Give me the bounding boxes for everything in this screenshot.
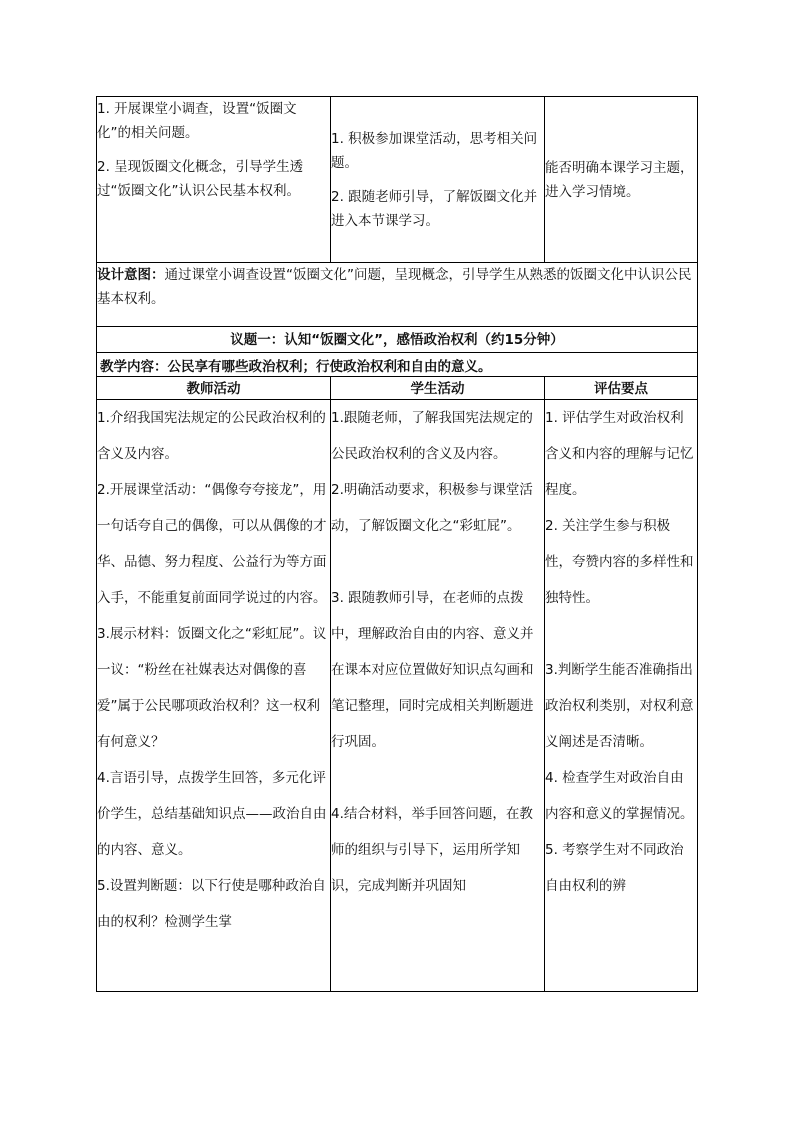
eval-point-item: 4. 检查学生对政治自由内容和意义的掌握情况。 (545, 770, 694, 822)
student-activity-item: 3. 跟随教师引导，在老师的点拨中，理解政治自由的内容、意义并在课本对应位置做好知识点勾画和笔记整理，同时完成相关判断题进行巩固。 (331, 590, 534, 750)
main-teacher-cell (97, 400, 331, 992)
design-intent-cell (97, 263, 698, 327)
intro-student-item: 2. 跟随老师引导，了解饭圈文化并进入本节课学习。 (331, 188, 538, 229)
intro-eval-cell (545, 97, 698, 263)
header-eval: 评估要点 (545, 377, 698, 400)
student-activity-item: 4.结合材料，举手回答问题，在教师的组织与引导下，运用所学知识，完成判断并巩固知 (331, 806, 533, 894)
intro-teacher-cell (97, 97, 331, 263)
student-activity-item: 2.明确活动要求，积极参与课堂活动，了解饭圈文化之“彩虹屁”。 (331, 482, 533, 534)
student-gap (331, 760, 544, 796)
design-intent-label: 设计意图： (97, 267, 165, 283)
intro-activity-row (97, 97, 698, 263)
column-header-row (97, 377, 698, 400)
teacher-activity-item: 5.设置判断题：以下行使是哪种政治自由的权利？检测学生掌 (97, 878, 326, 930)
design-intent-text: 通过课堂小调查设置“饭圈文化”问题，呈现概念，引导学生从熟悉的饭圈文化中认识公民基本权利。 (97, 267, 692, 307)
main-activity-row (97, 400, 698, 992)
teaching-content: 教学内容：公民享有哪些政治权利；行使政治权利和自由的意义。 (100, 358, 492, 375)
intro-student-item: 1. 积极参加课堂活动，思考相关问题。 (331, 130, 538, 171)
intro-teacher-item: 1. 开展课堂小调查，设置“饭圈文化”的相关问题。 (97, 101, 297, 141)
intro-eval-text: 能否明确本课学习主题，进入学习情境。 (545, 159, 694, 200)
intro-student-cell (331, 97, 545, 263)
student-gap (331, 544, 544, 580)
topic-title-row (97, 327, 698, 353)
header-teacher: 教师活动 (97, 377, 331, 400)
intro-teacher-item: 2. 呈现饭圈文化概念，引导学生透过“饭圈文化”认识公民基本权利。 (97, 159, 304, 199)
teacher-activity-item: 3.展示材料：饭圈文化之“彩虹屁”。议一议：“粉丝在社媒表达对偶像的喜爱”属于公民哪项政治权利？这一权利有何意义？ (97, 626, 327, 750)
eval-point-item: 5. 考察学生对不同政治自由权利的辨 (545, 842, 684, 894)
eval-gap (545, 616, 697, 652)
eval-point-item: 2. 关注学生参与积极性，夸赞内容的多样性和独特性。 (545, 518, 694, 606)
teaching-content-row (97, 353, 698, 377)
teacher-activity-item: 2.开展课堂活动：“偶像夸夸接龙”，用一句话夸自己的偶像，可以从偶像的才华、品德、努力程度、公益行为等方面入手，不能重复前面同学说过的内容。 (97, 482, 327, 606)
student-activity-item: 1.跟随老师，了解我国宪法规定的公民政治权利的含义及内容。 (331, 410, 533, 462)
design-intent-row (97, 263, 698, 327)
lesson-plan-table (96, 96, 698, 992)
teacher-activity-item: 4.言语引导，点拨学生回答，多元化评价学生，总结基础知识点——政治自由的内容、意义。 (97, 770, 327, 858)
main-student-cell (331, 400, 545, 992)
eval-point-item: 1. 评估学生对政治权利含义和内容的理解与记忆程度。 (545, 410, 694, 498)
teacher-activity-item: 1.介绍我国宪法规定的公民政治权利的含义及内容。 (97, 410, 326, 462)
teaching-content-cell (97, 353, 698, 377)
eval-point-item: 3.判断学生能否准确指出政治权利类别，对权利意义阐述是否清晰。 (545, 662, 694, 750)
main-eval-cell (545, 400, 698, 992)
header-student: 学生活动 (331, 377, 545, 400)
topic-title: 议题一：认知“饭圈文化”，感悟政治权利（约15分钟） (230, 331, 564, 348)
topic-title-cell (97, 327, 698, 353)
